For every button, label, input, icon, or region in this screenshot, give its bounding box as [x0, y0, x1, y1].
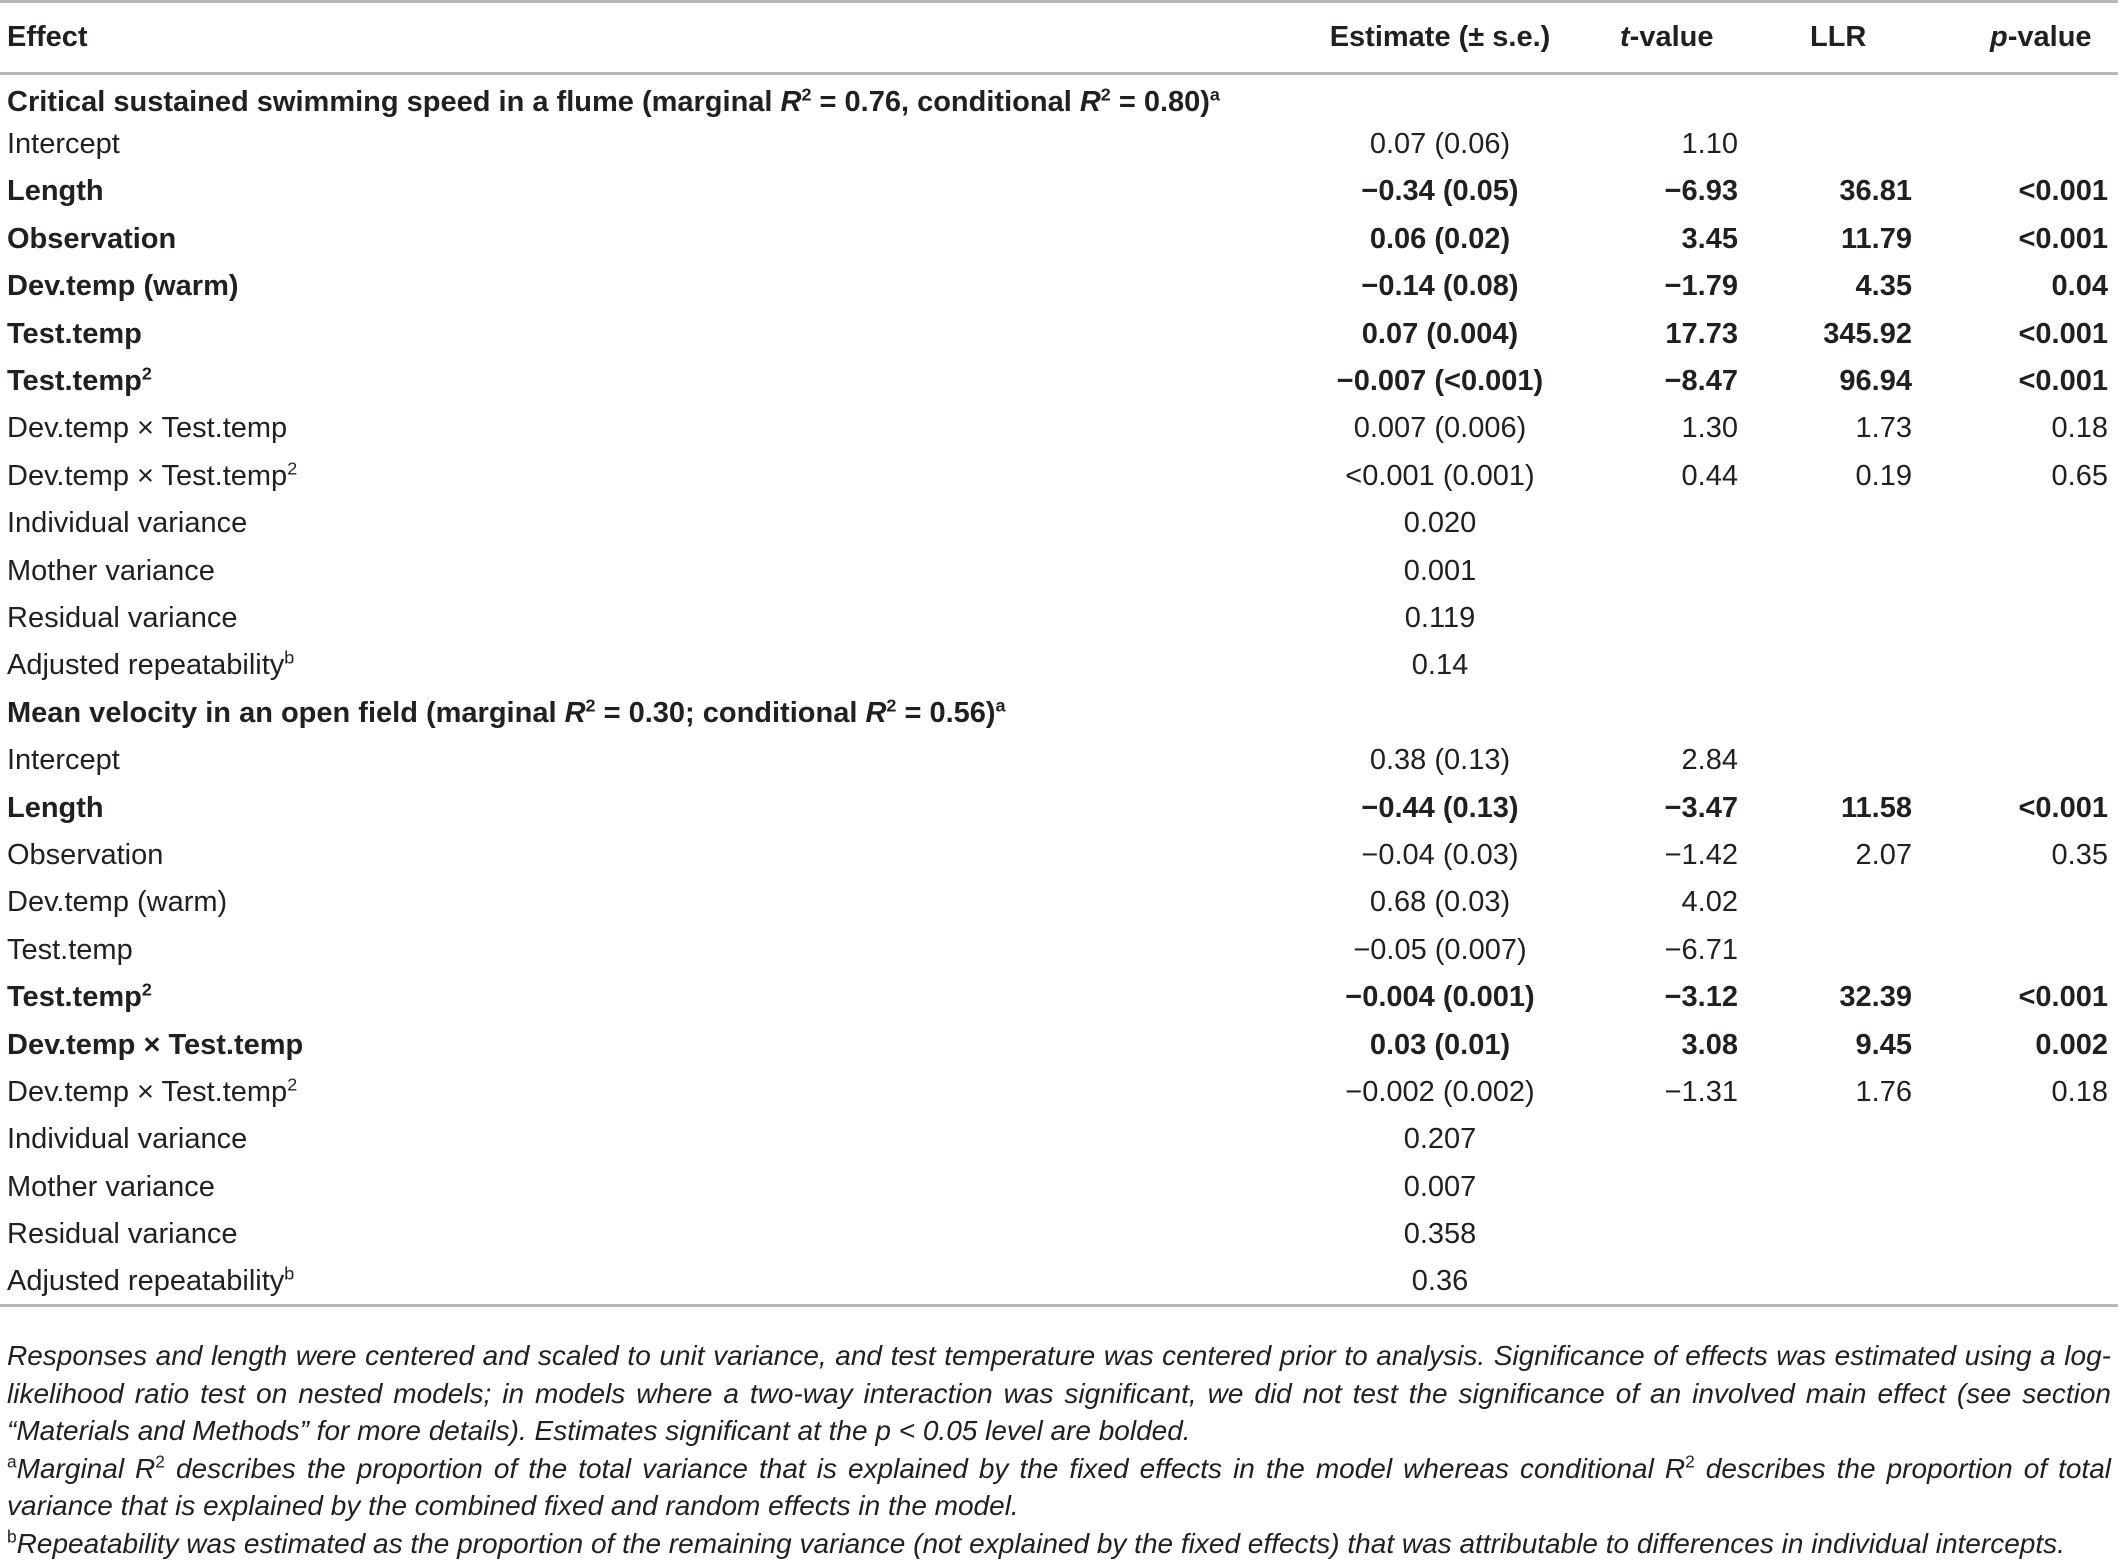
cell-estimate: 0.36 — [1300, 1258, 1580, 1305]
cell-estimate: 0.06 (0.02) — [1369, 222, 1511, 255]
cell-estimate: −0.34 (0.05) — [1361, 175, 1519, 208]
footnote-mark: b — [7, 1526, 17, 1547]
cell-llr: 11.79 — [1841, 222, 1912, 255]
header-estimate: Estimate (± s.e.) — [1300, 2, 1580, 74]
effect-label: Dev.temp (warm) — [7, 270, 239, 303]
cell-llr: 32.39 — [1839, 981, 1912, 1014]
table-row — [0, 595, 2118, 642]
section-title-part: = 0.30; conditional — [595, 696, 866, 729]
cell-llr — [1760, 547, 1950, 594]
table-row — [0, 216, 2118, 263]
header-p-italic: p — [1990, 21, 2008, 53]
effect-label: Adjusted repeatability — [7, 1264, 285, 1297]
effect-label: Individual variance — [7, 507, 248, 540]
effect-label: Mother variance — [7, 1170, 215, 1203]
cell-p-value — [1950, 879, 2118, 926]
cell-effect — [0, 216, 1300, 263]
effect-label: Observation — [7, 838, 164, 871]
table-row — [0, 547, 2118, 594]
cell-effect — [0, 1163, 1300, 1210]
superscript: b — [284, 1263, 295, 1284]
cell-estimate: −0.44 (0.13) — [1361, 791, 1519, 824]
cell-estimate: 0.07 (0.004) — [1361, 317, 1519, 350]
table-row — [0, 974, 2118, 1021]
cell-p-value — [1950, 927, 2118, 974]
cell-t-value — [1580, 595, 1760, 642]
superscript: 2 — [141, 363, 152, 384]
cell-p-value: 0.35 — [2051, 838, 2108, 871]
section-title-part: = 0.56) — [896, 696, 996, 729]
effect-label: Dev.temp × Test.temp — [7, 412, 288, 445]
footnote-a — [7, 1450, 2111, 1525]
cell-estimate: −0.007 (<0.001) — [1336, 365, 1544, 398]
cell-llr: 1.73 — [1855, 412, 1912, 445]
cell-estimate: −0.14 (0.08) — [1361, 270, 1519, 303]
r-symbol: R — [780, 86, 802, 119]
cell-estimate: 0.14 — [1411, 649, 1469, 682]
superscript: 2 — [155, 1451, 165, 1472]
cell-t-value: −3.12 — [1664, 981, 1738, 1014]
cell-llr — [1760, 500, 1950, 547]
table-row — [0, 1163, 2118, 1210]
effect-label: Length — [7, 175, 104, 208]
cell-t-value: 1.30 — [1681, 412, 1738, 445]
effect-label: Residual variance — [7, 601, 238, 634]
footnote-mark: a — [995, 695, 1006, 716]
section-title-part: Mean velocity in an open field (marginal — [7, 696, 565, 729]
cell-llr — [1760, 121, 1950, 168]
cell-effect — [0, 1258, 1300, 1305]
cell-p-value — [1950, 547, 2118, 594]
effect-label: Adjusted repeatability — [7, 649, 285, 682]
cell-p-value: <0.001 — [2018, 222, 2108, 255]
section-header-open-field — [0, 690, 2118, 737]
cell-effect — [0, 121, 1300, 168]
effect-label: Test.temp — [7, 933, 133, 966]
cell-llr: 2.07 — [1855, 838, 1912, 871]
cell-effect — [0, 737, 1300, 784]
cell-llr: 345.92 — [1823, 317, 1912, 350]
cell-t-value: −6.71 — [1664, 933, 1738, 966]
table-row — [0, 784, 2118, 831]
cell-effect — [0, 547, 1300, 594]
footnote-text: describes the proportion of total variance that is explained by the combined fixed and random effects in the model. — [7, 1452, 2111, 1521]
cell-estimate: 0.207 — [1403, 1123, 1477, 1156]
table-row — [0, 737, 2118, 784]
cell-estimate: 0.07 (0.06) — [1369, 128, 1511, 161]
cell-t-value: −1.42 — [1664, 838, 1738, 871]
r-symbol: R — [865, 696, 887, 729]
footnote-text: Marginal R — [16, 1452, 156, 1484]
cell-llr — [1760, 1258, 1950, 1305]
table-row — [0, 500, 2118, 547]
cell-effect — [0, 358, 1300, 405]
cell-t-value — [1580, 1258, 1760, 1305]
cell-llr — [1760, 1116, 1950, 1163]
table-row — [0, 832, 2118, 879]
cell-p-value — [1950, 1211, 2118, 1258]
cell-t-value: 3.45 — [1681, 222, 1738, 255]
footnote-text: Repeatability was estimated as the proportion of the remaining variance (not explained by the fixed effects) that was attributable to differences in individual intercepts. — [16, 1527, 2065, 1559]
cell-estimate: 0.007 — [1403, 1170, 1477, 1203]
r-symbol: R — [564, 696, 586, 729]
cell-llr — [1760, 642, 1950, 689]
footnote-text: describes the proportion of the total variance that is explained by the fixed effects in the model whereas conditional R — [164, 1452, 1686, 1484]
cell-effect — [0, 500, 1300, 547]
cell-effect — [0, 310, 1300, 357]
cell-llr: 1.76 — [1855, 1075, 1912, 1108]
table-footnotes — [7, 1337, 2111, 1562]
table-row — [0, 927, 2118, 974]
superscript: 2 — [585, 695, 596, 716]
cell-p-value — [1950, 121, 2118, 168]
effect-label: Test.temp — [7, 981, 142, 1014]
effect-label: Observation — [7, 222, 177, 255]
header-p-value — [1950, 2, 2118, 74]
cell-estimate: 0.03 (0.01) — [1369, 1028, 1511, 1061]
cell-p-value — [1950, 1258, 2118, 1305]
cell-effect — [0, 974, 1300, 1021]
cell-estimate: −0.004 (0.001) — [1345, 981, 1535, 1014]
cell-estimate: −0.04 (0.03) — [1361, 838, 1519, 871]
header-t-italic: t — [1620, 21, 1630, 53]
header-llr: LLR — [1760, 2, 1950, 74]
cell-llr — [1760, 927, 1950, 974]
cell-estimate: −0.002 (0.002) — [1345, 1075, 1535, 1108]
cell-t-value — [1580, 1163, 1760, 1210]
effect-label: Intercept — [7, 744, 120, 777]
superscript: 2 — [287, 1074, 298, 1095]
cell-t-value: −1.79 — [1664, 270, 1738, 303]
cell-llr — [1760, 1211, 1950, 1258]
effect-label: Length — [7, 791, 104, 824]
cell-effect — [0, 1116, 1300, 1163]
cell-p-value — [1950, 595, 2118, 642]
cell-llr: 11.58 — [1841, 791, 1912, 824]
section-title-part: = 0.80) — [1110, 86, 1210, 119]
cell-p-value — [1950, 642, 2118, 689]
cell-effect — [0, 453, 1300, 500]
cell-t-value: 17.73 — [1665, 317, 1738, 350]
superscript: b — [284, 647, 295, 668]
cell-t-value — [1580, 1211, 1760, 1258]
cell-p-value — [1950, 737, 2118, 784]
cell-llr — [1760, 595, 1950, 642]
header-t-rest: -value — [1629, 21, 1714, 53]
cell-estimate: 0.007 (0.006) — [1353, 412, 1527, 445]
effect-label: Test.temp — [7, 365, 142, 398]
cell-llr: 4.35 — [1855, 270, 1912, 303]
footnote-mark: a — [7, 1451, 17, 1472]
table-row — [0, 310, 2118, 357]
table-row — [0, 879, 2118, 926]
cell-p-value — [1950, 1116, 2118, 1163]
header-p-rest: -value — [2007, 21, 2092, 53]
table-row — [0, 453, 2118, 500]
effect-label: Individual variance — [7, 1123, 248, 1156]
r-symbol: R — [1079, 86, 1101, 119]
superscript: 2 — [287, 458, 298, 479]
table-row — [0, 168, 2118, 215]
footnote-b — [7, 1525, 2111, 1563]
cell-llr — [1760, 1163, 1950, 1210]
table-row — [0, 263, 2118, 310]
cell-t-value: −3.47 — [1664, 791, 1738, 824]
superscript: 2 — [1100, 84, 1111, 105]
footnote-main: Responses and length were centered and scaled to unit variance, and test temperature was centered prior to analysis. Significance of effects was estimated using a log-likelihood ratio test on nested models; in models where a two-way interaction was significant, we did not test the significance of an involved main effect (see section “Materials and Methods” for more details). Estimates significant at the p < 0.05 level are bolded. — [7, 1340, 2111, 1446]
section-title-part: = 0.76, conditional — [811, 86, 1080, 119]
header-effect: Effect — [0, 2, 1300, 74]
table-row — [0, 1116, 2118, 1163]
cell-p-value: 0.18 — [2051, 1075, 2108, 1108]
cell-estimate: 0.68 (0.03) — [1369, 886, 1511, 919]
cell-effect — [0, 642, 1300, 689]
cell-llr: 36.81 — [1839, 175, 1912, 208]
effect-label: Dev.temp × Test.temp — [7, 1075, 288, 1108]
superscript: 2 — [801, 84, 812, 105]
table-row — [0, 405, 2118, 452]
effect-label: Dev.temp × Test.temp — [7, 459, 288, 492]
cell-estimate: 0.119 — [1404, 601, 1476, 634]
cell-t-value: 4.02 — [1681, 886, 1738, 919]
cell-estimate: 0.38 (0.13) — [1369, 744, 1511, 777]
header-t-value — [1580, 2, 1760, 74]
cell-t-value: −8.47 — [1664, 365, 1738, 398]
cell-effect — [0, 1021, 1300, 1068]
table-row — [0, 642, 2118, 689]
section-title-open-field — [0, 690, 2118, 737]
cell-t-value — [1580, 500, 1760, 547]
cell-estimate: 0.020 — [1403, 507, 1477, 540]
table-row — [0, 1021, 2118, 1068]
cell-p-value — [1950, 1163, 2118, 1210]
cell-t-value: 0.44 — [1681, 459, 1738, 492]
cell-p-value: <0.001 — [2018, 317, 2108, 350]
table-row — [0, 1069, 2118, 1116]
cell-effect — [0, 879, 1300, 926]
cell-estimate: 0.001 — [1403, 554, 1477, 587]
cell-p-value: 0.18 — [2051, 412, 2108, 445]
cell-llr: 9.45 — [1855, 1028, 1912, 1061]
cell-llr: 0.19 — [1855, 459, 1912, 492]
table-row — [0, 1258, 2118, 1305]
cell-effect — [0, 832, 1300, 879]
section-title-flume — [0, 74, 2118, 121]
cell-effect — [0, 263, 1300, 310]
cell-p-value: <0.001 — [2018, 791, 2108, 824]
footnote-mark: a — [1209, 84, 1220, 105]
cell-estimate: −0.05 (0.007) — [1353, 933, 1527, 966]
cell-p-value — [1950, 500, 2118, 547]
table-row — [0, 1211, 2118, 1258]
superscript: 2 — [886, 695, 897, 716]
cell-effect — [0, 1069, 1300, 1116]
cell-p-value: <0.001 — [2018, 981, 2108, 1014]
section-header-flume — [0, 74, 2118, 121]
cell-p-value: <0.001 — [2018, 175, 2108, 208]
cell-effect — [0, 595, 1300, 642]
table-body — [0, 74, 2118, 1306]
cell-t-value: −6.93 — [1664, 175, 1738, 208]
effect-label: Mother variance — [7, 554, 215, 587]
section-title-part: Critical sustained swimming speed in a flume (marginal — [7, 86, 781, 119]
cell-llr — [1760, 737, 1950, 784]
cell-llr: 96.94 — [1839, 365, 1912, 398]
effect-label: Dev.temp (warm) — [7, 886, 228, 919]
cell-p-value: 0.65 — [2051, 459, 2108, 492]
cell-effect — [0, 168, 1300, 215]
cell-t-value: −1.31 — [1664, 1075, 1738, 1108]
cell-t-value: 1.10 — [1681, 128, 1738, 161]
table-row — [0, 121, 2118, 168]
superscript: 2 — [1685, 1451, 1695, 1472]
cell-t-value — [1580, 642, 1760, 689]
cell-t-value: 2.84 — [1681, 744, 1738, 777]
table-row — [0, 358, 2118, 405]
cell-estimate: 0.358 — [1403, 1218, 1477, 1251]
cell-effect — [0, 405, 1300, 452]
effect-label: Residual variance — [7, 1218, 238, 1251]
cell-effect — [0, 784, 1300, 831]
effect-label: Intercept — [7, 128, 120, 161]
cell-p-value: 0.002 — [2035, 1028, 2108, 1061]
cell-p-value: <0.001 — [2018, 365, 2108, 398]
cell-t-value — [1580, 547, 1760, 594]
cell-p-value: 0.04 — [2051, 270, 2108, 303]
effect-label: Test.temp — [7, 317, 142, 350]
cell-estimate: <0.001 (0.001) — [1345, 459, 1535, 492]
cell-t-value — [1580, 1116, 1760, 1163]
cell-effect — [0, 1211, 1300, 1258]
cell-llr — [1760, 879, 1950, 926]
header-row — [0, 2, 2118, 74]
cell-t-value: 3.08 — [1681, 1028, 1738, 1061]
superscript: 2 — [141, 979, 152, 1000]
effect-label: Dev.temp × Test.temp — [7, 1028, 304, 1061]
cell-effect — [0, 927, 1300, 974]
